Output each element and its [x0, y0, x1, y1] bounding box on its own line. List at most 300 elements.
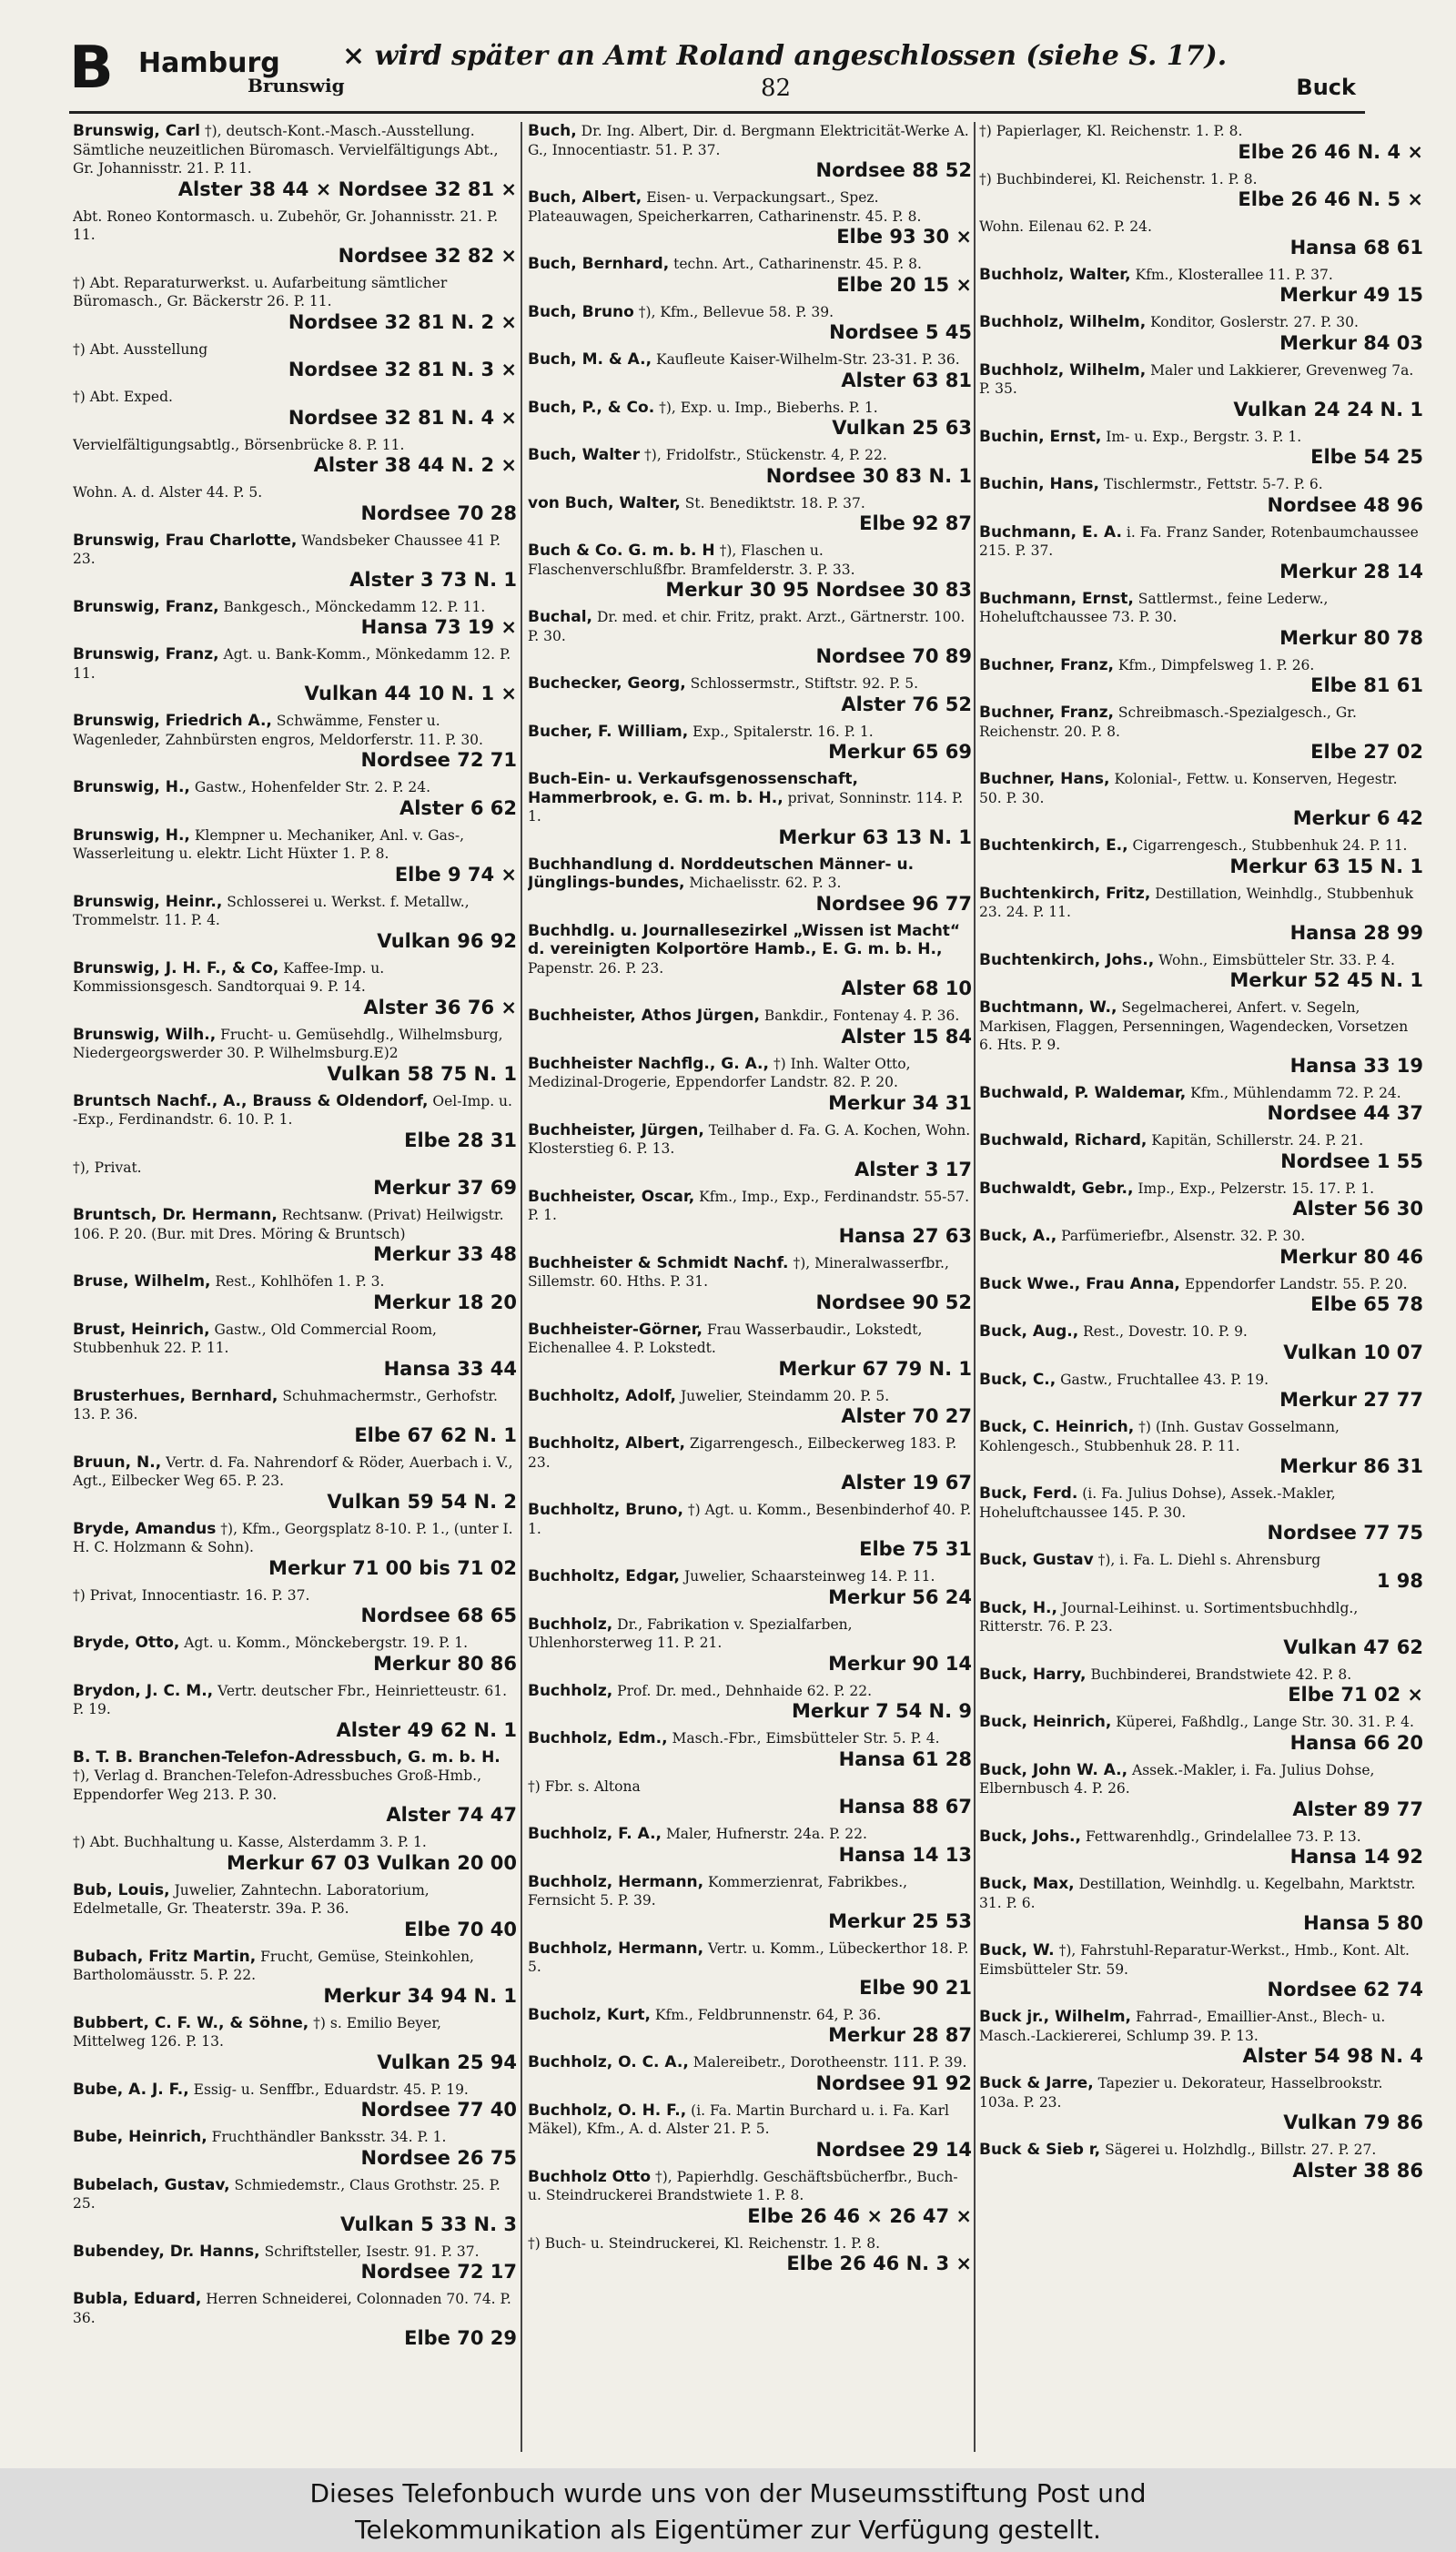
entry-description: Fahrrad-, Emaillier-Anst., Blech- u. Masch.-Lackiererei, Schlump 39. P. 13. — [979, 2009, 1386, 2044]
entry-description: St. Benediktstr. 18. P. 37. — [684, 494, 865, 511]
entry-phone: Alster 76 52 — [841, 693, 972, 715]
entry-name: Buchner, Franz, — [979, 655, 1114, 674]
entry-name: Buchin, Ernst, — [979, 427, 1102, 446]
entry-phone: Alster 38 86 — [1292, 2159, 1423, 2182]
entry-phone: Hansa 73 19 × — [360, 616, 517, 638]
entry-phone: Elbe 28 31 — [404, 1129, 517, 1151]
entry-description: Schmiedemstr., Claus Grothstr. 25. P. 25. — [73, 2176, 500, 2212]
entry-description: †), Flaschen u. Flaschenverschlußfbr. Bramfelderstr. 3. P. 33. — [528, 542, 855, 578]
directory-entry — [73, 1159, 517, 1200]
entry-description: Destillation, Weinhdlg. u. Kegelbahn, Marktstr. 31. P. 6. — [979, 1876, 1416, 1911]
entry-name: Brydon, J. C. M., — [73, 1681, 214, 1700]
entry-description: Juwelier, Schaarsteinweg 14. P. 11. — [683, 1568, 935, 1585]
directory-entry — [73, 1634, 517, 1676]
directory-entry — [528, 2234, 972, 2276]
entry-name: Brunswig, Frau Charlotte, — [73, 531, 298, 550]
entry-name: Bruntsch, Dr. Hermann, — [73, 1206, 278, 1224]
entry-description: Eppendorfer Landstr. 55. P. 20. — [1184, 1275, 1408, 1292]
entry-description: †), i. Fa. L. Diehl s. Ahrensburg — [1097, 1552, 1321, 1568]
entry-phone: Merkur 52 45 N. 1 — [1229, 969, 1423, 991]
entry-description: Kaufleute Kaiser-Wilhelm-Str. 23-31. P. 36. — [655, 351, 960, 368]
column-divider — [521, 122, 522, 2452]
entry-phone: Alster 63 81 — [841, 369, 972, 391]
entry-description: Papenstr. 26. P. 23. — [528, 959, 664, 977]
directory-entry — [528, 446, 972, 488]
directory-entry — [528, 2101, 972, 2162]
directory-entry — [528, 1567, 972, 1609]
entry-phone: Elbe 90 21 — [859, 1976, 972, 1999]
entry-name: Buchholz, Wilhelm, — [979, 360, 1147, 380]
directory-entry — [979, 704, 1423, 764]
entry-name: Buchwaldt, Gebr., — [979, 1179, 1134, 1198]
directory-entry — [73, 2243, 517, 2284]
entry-name: Buck & Sieb r, — [979, 2141, 1101, 2159]
entry-name: von Buch, Walter, — [528, 493, 681, 512]
entry-phone: Merkur 7 54 N. 9 — [791, 1700, 972, 1722]
directory-entry — [73, 1026, 517, 1086]
entry-name: Buchhdlg. u. Journallesezirkel „Wissen ist Macht“ d. vereinigten Kolportöre Hamb., E. G. m. b. H., — [528, 921, 961, 958]
entry-name: Buchholz, Hermann, — [528, 1872, 704, 1891]
directory-entry — [979, 1322, 1423, 1364]
entry-description: Herren Schneiderei, Colonnaden 70. 74. P. 36. — [73, 2291, 511, 2326]
directory-entry — [979, 998, 1423, 1078]
entry-name: Buck, Max, — [979, 1875, 1075, 1893]
entry-name: Buck, Ferd. — [979, 1484, 1078, 1503]
entry-phone: Merkur 6 42 — [1292, 807, 1423, 829]
directory-entry — [528, 770, 972, 849]
entry-description: Dr. med. et chir. Fritz, prakt. Arzt., Gärtnerstr. 100. P. 30. — [528, 609, 966, 644]
directory-entry — [979, 1761, 1423, 1821]
entry-name: Buchtmann, W., — [979, 998, 1117, 1017]
entry-phone: Vulkan 58 75 N. 1 — [327, 1062, 517, 1085]
directory-entry — [73, 1748, 517, 1828]
entry-name: Buck, Aug., — [979, 1322, 1079, 1341]
directory-entry — [979, 523, 1423, 583]
directory-entry — [528, 1939, 972, 2000]
entry-phone: Nordsee 91 92 — [815, 2071, 972, 2094]
entry-phone: Merkur 67 79 N. 1 — [778, 1357, 972, 1380]
entry-phone: Vulkan 96 92 — [377, 929, 517, 952]
entry-name: Buchhandlung d. Norddeutschen Männer- u. Jünglings-bundes, — [528, 855, 915, 892]
entry-description: Destillation, Weinhdlg., Stubbenhuk 23. 24. P. 11. — [979, 885, 1414, 920]
entry-phone: Elbe 26 46 × 26 47 × — [747, 2204, 972, 2227]
page-number: 82 — [761, 75, 792, 102]
entry-name: Buck & Jarre, — [979, 2074, 1094, 2092]
entry-name: Buchtenkirch, E., — [979, 836, 1128, 855]
page-header — [69, 35, 1365, 114]
directory-entry — [73, 1520, 517, 1580]
directory-entry — [528, 1387, 972, 1429]
directory-entry — [73, 1092, 517, 1152]
entry-name: Bubendey, Dr. Hanns, — [73, 2242, 260, 2261]
entry-phone: Nordsee 32 82 × — [338, 244, 517, 267]
entry-description: Kfm., Imp., Exp., Ferdinandstr. 55-57. P. 1. — [528, 1188, 970, 1223]
directory-entry — [979, 1941, 1423, 2001]
entry-name: Brunswig, H., — [73, 778, 190, 796]
entry-name: Brusterhues, Bernhard, — [73, 1386, 278, 1405]
entry-phone: Nordsee 72 17 — [360, 2261, 517, 2283]
entry-description: Sägerei u. Holzhdlg., Billstr. 27. P. 27. — [1105, 2142, 1377, 2158]
directory-entry — [979, 1131, 1423, 1173]
entry-phone: Nordsee 70 28 — [360, 501, 517, 524]
entry-phone: Merkur 80 46 — [1279, 1245, 1423, 1268]
directory-entry — [73, 1387, 517, 1447]
directory-entry — [979, 656, 1423, 698]
entry-phone: Alster 49 62 N. 1 — [336, 1718, 517, 1741]
entry-description: Dr. Ing. Albert, Dir. d. Bergmann Elektricität-Werke A. G., Innocentiastr. 51. P. 37. — [528, 123, 969, 158]
entry-description: Bankgesch., Mönckedamm 12. P. 11. — [223, 598, 486, 615]
entry-name: Brunswig, Franz, — [73, 597, 219, 616]
directory-entry — [528, 856, 972, 916]
city-name: Hamburg — [138, 47, 280, 79]
entry-description: Bankdir., Fontenay 4. P. 36. — [763, 1008, 960, 1024]
entry-name: Buch, Bernhard, — [528, 255, 670, 273]
entry-phone: Nordsee 5 45 — [829, 321, 972, 343]
entry-description: Frucht, Gemüse, Steinkohlen, Bartholomäusstr. 5. P. 22. — [73, 1948, 474, 1983]
entry-phone: Nordsee 96 77 — [815, 892, 972, 915]
directory-entry — [979, 885, 1423, 945]
directory-entry — [528, 1007, 972, 1048]
directory-entry — [528, 255, 972, 297]
entry-name: Buck, Heinrich, — [979, 1713, 1112, 1731]
directory-entry — [528, 188, 972, 248]
entry-phone: Hansa 5 80 — [1303, 1912, 1423, 1934]
entry-description: Buchbinderei, Brandstwiete 42. P. 8. — [1090, 1666, 1352, 1683]
entry-phone: Nordsee 88 52 — [815, 159, 972, 181]
entry-phone: Vulkan 79 86 — [1283, 2111, 1423, 2133]
entry-name: Buchholz, O. H. F., — [528, 2101, 687, 2120]
entry-name: Buchwald, Richard, — [979, 1131, 1148, 1149]
entry-phone: Nordsee 77 40 — [360, 2099, 517, 2121]
entry-description: Im- u. Exp., Bergstr. 3. P. 1. — [1106, 428, 1302, 445]
entry-name: Buchholtz, Albert, — [528, 1434, 685, 1453]
entry-description: Eisen- u. Verpackungsart., Spez. Plateauwagen, Speicherkarren, Catharinenstr. 45. P. 8. — [528, 189, 922, 225]
directory-entry — [979, 266, 1423, 308]
entry-phone: Nordsee 32 81 N. 3 × — [288, 359, 517, 380]
directory-entry — [979, 1666, 1423, 1707]
entry-name: Bucholz, Kurt, — [528, 2005, 651, 2024]
entry-phone: Merkur 49 15 — [1279, 284, 1423, 306]
directory-entry — [979, 1371, 1423, 1413]
directory-entry — [528, 2053, 972, 2095]
entry-phone: Nordsee 1 55 — [1280, 1149, 1423, 1172]
entry-name: Brust, Heinrich, — [73, 1320, 210, 1339]
directory-entry — [528, 2006, 972, 2048]
directory-entry — [979, 1875, 1423, 1935]
directory-entry — [979, 1713, 1423, 1755]
directory-entry — [73, 2176, 517, 2236]
entry-phone: Alster 19 67 — [841, 1472, 972, 1494]
directory-entry — [73, 436, 517, 478]
entry-description: Assek.-Makler, i. Fa. Julius Dohse, Elbernbusch 4. P. 26. — [979, 1761, 1375, 1797]
directory-entry — [979, 1418, 1423, 1478]
directory-entry — [528, 542, 972, 602]
directory-entry — [73, 2128, 517, 2170]
entry-description: Konditor, Goslerstr. 27. P. 30. — [1150, 314, 1359, 330]
entry-name: Buchheister, Jürgen, — [528, 1120, 704, 1139]
entry-description: †), Privat. — [73, 1159, 142, 1176]
entry-phone: Hansa 27 63 — [838, 1224, 972, 1247]
entry-description: †) Papierlager, Kl. Reichenstr. 1. P. 8. — [979, 123, 1243, 139]
directory-entry — [979, 170, 1423, 212]
entry-phone: Alster 70 27 — [841, 1405, 972, 1427]
entry-description: †) Abt. Buchhaltung u. Kasse, Alsterdamm 3. P. 1. — [73, 1834, 427, 1850]
entry-name: Buch, — [528, 122, 577, 140]
directory-entry — [979, 122, 1423, 164]
entry-name: Buchholz, Hermann, — [528, 1939, 704, 1958]
entry-description: Rechtsanw. (Privat) Heilwigstr. 106. P. 20. (Bur. mit Dres. Möring & Bruntsch) — [73, 1207, 504, 1242]
directory-entry — [73, 959, 517, 1019]
entry-description: †) Abt. Ausstellung — [73, 340, 208, 358]
directory-entry — [73, 1881, 517, 1941]
entry-phone: Merkur 84 03 — [1279, 331, 1423, 354]
directory-entry — [979, 428, 1423, 470]
entry-phone: Vulkan 25 94 — [377, 2051, 517, 2073]
entry-phone: Merkur 27 77 — [1279, 1389, 1423, 1411]
directory-entry — [528, 1873, 972, 1933]
entry-name: Buchal, — [528, 608, 592, 626]
entry-description: †), Papierhdlg. Geschäftsbücherfbr., Buch- u. Steindruckerei Brandstwiete 1. P. 8. — [528, 2168, 958, 2203]
entry-phone: Merkur 86 31 — [1279, 1455, 1423, 1477]
entry-description: Rest., Dovestr. 10. P. 9. — [1083, 1323, 1248, 1340]
directory-entry — [73, 826, 517, 886]
entry-phone: Alster 74 47 — [386, 1804, 517, 1826]
entry-name: Bubbert, C. F. W., & Söhne, — [73, 2013, 309, 2032]
entry-phone: Merkur 90 14 — [828, 1652, 972, 1675]
entry-description: Kolonial-, Fettw. u. Konserven, Hegestr. 50. P. 30. — [979, 771, 1398, 806]
header-note: × wird später an Amt Roland angeschlossen (siehe S. 17). — [342, 40, 1228, 72]
entry-description: Wohn. A. d. Alster 44. P. 5. — [73, 484, 263, 501]
entry-description: Schreibmasch.-Spezialgesch., Gr. Reichenstr. 20. P. 8. — [979, 704, 1357, 740]
directory-entry — [73, 122, 517, 201]
directory-entry — [73, 598, 517, 640]
entry-phone: Nordsee 29 14 — [815, 2138, 972, 2161]
entry-description: Segelmacherei, Anfert. v. Segeln, Markisen, Flaggen, Persenningen, Wagendecken, Vorsetzen 6. Hts. P. 9. — [979, 999, 1409, 1053]
entry-name: Buchholz, — [528, 1615, 613, 1634]
directory-entry — [73, 2290, 517, 2350]
first-entry-keyword: Brunswig — [248, 75, 345, 96]
entry-name: Bruntsch Nachf., A., Brauss & Oldendorf, — [73, 1091, 429, 1110]
directory-entry — [528, 2168, 972, 2228]
entry-phone: Alster 56 30 — [1292, 1198, 1423, 1220]
entry-name: Bubelach, Gustav, — [73, 2175, 230, 2194]
entry-description: Tischlermstr., Fettstr. 5-7. P. 6. — [1103, 476, 1323, 492]
entry-phone: Merkur 37 69 — [373, 1177, 517, 1199]
entry-phone: Alster 54 98 N. 4 — [1242, 2045, 1423, 2067]
entry-name: Bub, Louis, — [73, 1880, 170, 1899]
entry-name: Buchholtz, Adolf, — [528, 1386, 677, 1405]
directory-entry — [528, 1682, 972, 1724]
entry-name: Bube, A. J. F., — [73, 2080, 189, 2099]
entry-description: †) s. Emilio Beyer, Mittelweg 126. P. 13. — [73, 2014, 441, 2050]
directory-entry — [528, 1615, 972, 1676]
entry-phone: Hansa 61 28 — [838, 1747, 972, 1770]
directory-entry — [528, 1825, 972, 1867]
entry-name: Buchner, Franz, — [979, 704, 1114, 722]
directory-entry — [979, 1275, 1423, 1317]
directory-entry — [528, 922, 972, 1001]
directory-entry — [979, 1227, 1423, 1269]
entry-phone: Elbe 65 78 — [1310, 1293, 1423, 1315]
entry-name: Brunswig, J. H. F., & Co, — [73, 958, 279, 977]
directory-entry — [528, 1321, 972, 1381]
entry-description: †), deutsch-Kont.-Masch.-Ausstellung. Sämtliche neuzeitlichen Büromasch. Vervielfältigungs Abt., Gr. Johannisstr. 21. P. 11. — [73, 123, 499, 177]
entry-name: Buck jr., Wilhelm, — [979, 2008, 1132, 2026]
entry-description: Rest., Kohlhöfen 1. P. 3. — [215, 1273, 385, 1290]
entry-name: Buck, A., — [979, 1227, 1057, 1245]
entry-description: Exp., Spitalerstr. 16. P. 1. — [693, 723, 874, 740]
entry-phone: Vulkan 47 62 — [1283, 1636, 1423, 1658]
entry-name: Buck, John W. A., — [979, 1760, 1128, 1779]
column-divider — [974, 122, 976, 2452]
entry-phone: Hansa 68 61 — [1289, 236, 1423, 258]
entry-description: Malereibetr., Dorotheenstr. 111. P. 39. — [693, 2054, 967, 2071]
directory-entry — [979, 951, 1423, 993]
entry-description: Frucht- u. Gemüsehdlg., Wilhelmsburg, Niedergeorgswerder 30. P. Wilhelmsburg.E)2 — [73, 1026, 503, 1061]
directory-entry — [528, 608, 972, 668]
entry-description: (i. Fa. Julius Dohse), Assek.-Makler, Hoheluftchaussee 145. P. 30. — [979, 1485, 1336, 1521]
entry-description: Kapitän, Schillerstr. 24. P. 21. — [1151, 1132, 1364, 1149]
entry-phone: Merkur 30 95 Nordsee 30 83 — [665, 579, 972, 601]
entry-phone: Hansa 14 92 — [1289, 1846, 1423, 1868]
entry-description: Gastw., Hohenfelder Str. 2. P. 24. — [194, 779, 431, 795]
entry-name: Buchholz, O. C. A., — [528, 2053, 689, 2071]
last-entry-keyword: Buck — [1296, 75, 1356, 100]
entry-name: Buch & Co. G. m. b. H — [528, 542, 715, 560]
directory-entry — [73, 2014, 517, 2074]
entry-name: Buck, H., — [979, 1598, 1057, 1617]
directory-entry — [528, 1055, 972, 1115]
directory-entry — [73, 893, 517, 953]
entry-phone: Hansa 88 67 — [838, 1796, 972, 1818]
entry-name: Buch, Walter — [528, 446, 641, 464]
entry-phone: Elbe 26 46 N. 4 × — [1238, 140, 1423, 163]
entry-phone: Merkur 56 24 — [828, 1585, 972, 1608]
entry-description: Gastw., Old Commercial Room, Stubbenhuk 22. P. 11. — [73, 1321, 437, 1356]
entry-name: Buck, Gustav — [979, 1551, 1094, 1569]
directory-entry — [73, 712, 517, 772]
entry-phone: Vulkan 24 24 N. 1 — [1233, 398, 1423, 420]
entry-name: Buck, C., — [979, 1370, 1057, 1389]
entry-phone: Nordsee 26 75 — [360, 2146, 517, 2169]
entry-description: Küperei, Faßhdlg., Lange Str. 30. 31. P. 4. — [1116, 1714, 1414, 1730]
directory-entry — [979, 836, 1423, 878]
entry-description: Sattlermst., feine Lederw., Hoheluftchaussee 73. P. 30. — [979, 590, 1329, 625]
entry-phone: Elbe 71 02 × — [1288, 1684, 1423, 1706]
entry-phone: Elbe 27 02 — [1310, 741, 1423, 763]
entry-name: Buchheister & Schmidt Nachf. — [528, 1253, 789, 1272]
entry-name: Bucher, F. William, — [528, 722, 689, 741]
entry-name: Brunswig, Friedrich A., — [73, 712, 272, 730]
footer-line-2: Telekommunikation als Eigentümer zur Verfügung gestellt. — [355, 2515, 1101, 2545]
entry-name: Buchheister, Oscar, — [528, 1187, 695, 1206]
entry-description: Schlosserei u. Werkst. f. Metallw., Trommelstr. 11. P. 4. — [73, 893, 470, 928]
entry-name: Brunswig, Carl — [73, 122, 200, 140]
entry-name: Bruse, Wilhelm, — [73, 1272, 211, 1291]
entry-phone: Nordsee 62 74 — [1267, 1979, 1423, 2000]
directory-entry — [73, 1206, 517, 1266]
entry-phone: Vulkan 25 63 — [832, 417, 972, 439]
entry-phone: Nordsee 44 37 — [1267, 1102, 1423, 1124]
entry-description: †) Agt. u. Komm., Besenbinderhof 40. P. 1. — [528, 1502, 972, 1537]
entry-name: Buchholz Otto — [528, 2167, 652, 2186]
entry-phone: Nordsee 90 52 — [815, 1291, 972, 1313]
entry-description: Wohn., Eimsbütteler Str. 33. P. 4. — [1158, 951, 1395, 968]
directory-entry — [73, 208, 517, 268]
entry-name: Buchholtz, Edgar, — [528, 1567, 681, 1585]
directory-entry — [979, 2074, 1423, 2134]
entry-name: Buchecker, Georg, — [528, 674, 686, 693]
entry-phone: Alster 38 44 N. 2 × — [313, 454, 517, 476]
directory-entry — [73, 1453, 517, 1514]
entry-description: †), Kfm., Georgsplatz 8-10. P. 1., (unter I. H. C. Holzmann & Sohn). — [73, 1520, 513, 1555]
entry-phone: Merkur 25 53 — [828, 1909, 972, 1932]
directory-entry — [528, 723, 972, 765]
entry-description: Frau Wasserbaudir., Lokstedt, Eichenallee 4. P. Lokstedt. — [528, 1321, 923, 1356]
entry-phone: Hansa 28 99 — [1289, 921, 1423, 944]
entry-description: Vertr. deutscher Fbr., Heinrietteustr. 61. P. 19. — [73, 1682, 507, 1717]
directory-entry — [979, 1599, 1423, 1659]
directory-entry — [979, 1180, 1423, 1221]
entry-phone: Alster 89 77 — [1292, 1798, 1423, 1820]
entry-phone: Merkur 18 20 — [373, 1291, 517, 1313]
entry-name: Bryde, Otto, — [73, 1634, 180, 1652]
entry-name: Buck, Harry, — [979, 1665, 1087, 1684]
directory-entry — [73, 483, 517, 525]
entry-name: Buchholz, Walter, — [979, 265, 1131, 284]
entry-phone: Elbe 70 40 — [404, 1918, 517, 1940]
directory-entry — [73, 1586, 517, 1628]
entry-description: Vertr. d. Fa. Nahrendorf & Röder, Auerbach i. V., Agt., Eilbecker Weg 65. P. 23. — [73, 1453, 513, 1489]
entry-description: Abt. Roneo Kontormasch. u. Zubehör, Gr. Johannisstr. 21. P. 11. — [73, 208, 499, 243]
directory-entry — [979, 2008, 1423, 2068]
directory-entry — [73, 1948, 517, 2008]
entry-name: Buchtenkirch, Fritz, — [979, 884, 1151, 903]
entry-name: Buchholz, F. A., — [528, 1825, 662, 1843]
entry-name: Buck Wwe., Frau Anna, — [979, 1274, 1180, 1293]
entry-name: Buch, M. & A., — [528, 350, 652, 369]
directory-entry — [979, 770, 1423, 830]
entry-phone: Elbe 9 74 × — [394, 863, 517, 886]
entry-phone: 1 98 — [1376, 1569, 1423, 1592]
entry-description: †), Mineralwasserfbr., Sillemstr. 60. Hths. P. 31. — [528, 1254, 949, 1290]
entry-description: (i. Fa. Martin Burchard u. i. Fa. Karl Mäkel), Kfm., A. d. Alster 21. P. 5. — [528, 2101, 950, 2137]
entry-description: Wandsbeker Chaussee 41 P. 23. — [73, 532, 501, 567]
directory-entry — [979, 475, 1423, 517]
entry-name: Buchner, Hans, — [979, 770, 1110, 788]
entry-phone: Merkur 71 00 bis 71 02 — [268, 1556, 517, 1579]
entry-name: Buchin, Hans, — [979, 475, 1099, 493]
entry-phone: Hansa 66 20 — [1289, 1731, 1423, 1754]
entry-description: Schwämme, Fenster u. Wagenleder, Zahnbürsten engros, Meldorferstr. 11. P. 30. — [73, 713, 483, 748]
section-letter: B — [69, 35, 114, 102]
entry-description: Michaelisstr. 62. P. 3. — [689, 875, 842, 891]
directory-entry — [73, 532, 517, 592]
entry-description: Kaffee-Imp. u. Kommissionsgesch. Sandtorquai 9. P. 14. — [73, 959, 385, 995]
directory-entry — [528, 494, 972, 536]
entry-name: Bubach, Fritz Martin, — [73, 1947, 257, 1966]
entry-phone: Nordsee 48 96 — [1267, 493, 1423, 516]
entry-description: Essig- u. Senffbr., Eduardstr. 45. P. 19. — [193, 2081, 469, 2098]
entry-description: Prof. Dr. med., Dehnhaide 62. P. 22. — [617, 1682, 873, 1699]
entry-phone: Elbe 75 31 — [859, 1538, 972, 1560]
directory-entry — [528, 1777, 972, 1819]
entry-description: †) Inh. Walter Otto, Medizinal-Drogerie, Eppendorfer Landstr. 82. P. 20. — [528, 1055, 911, 1090]
entry-description: Juwelier, Steindamm 20. P. 5. — [680, 1387, 890, 1404]
entry-description: Kfm., Feldbrunnenstr. 64, P. 36. — [654, 2006, 882, 2023]
entry-phone: Alster 3 17 — [854, 1158, 972, 1180]
entry-phone: Hansa 33 44 — [383, 1357, 517, 1380]
